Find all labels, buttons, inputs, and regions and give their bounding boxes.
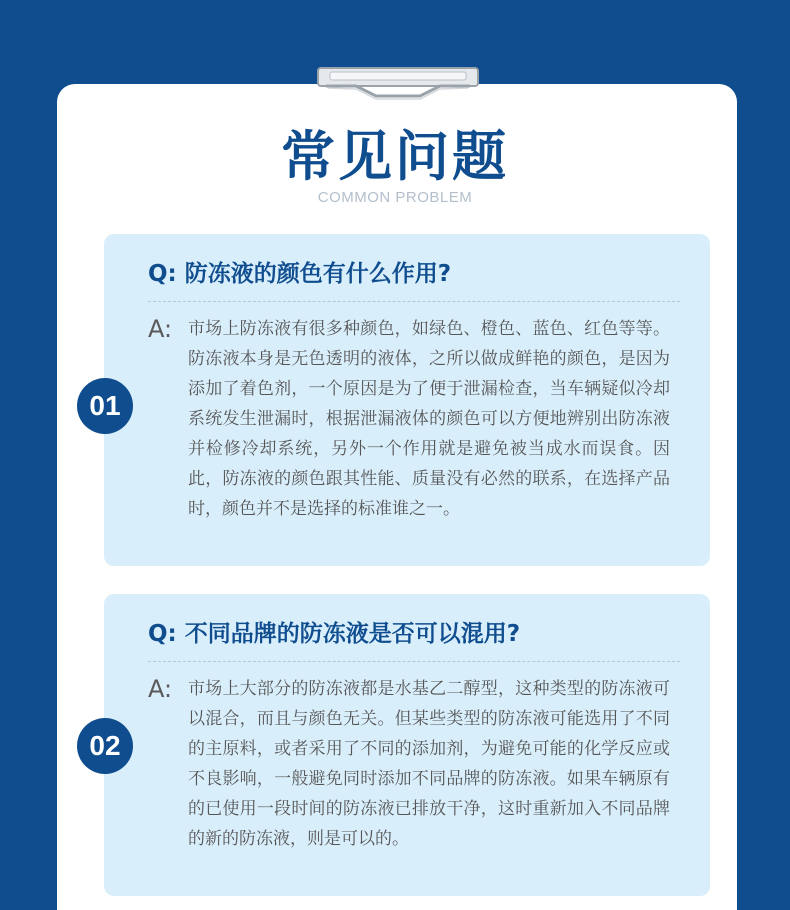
faq-answer: 市场上大部分的防冻液都是水基乙二醇型，这种类型的防冻液可以混合，而且与颜色无关。但某些类型的防冻液可能选用了不同的主原料，或者采用了不同的添加剂，为避免可能的化学反应或不良影响，一般避免同时添加不同品牌的防冻液。如果车辆原有的已使用一段时间的防冻液已排放干净，这时重新加入不同品牌的新的防冻液，则是可以的。	[188, 679, 670, 849]
page-title: 常见问题	[281, 125, 509, 188]
faq-number-badge: 01	[77, 378, 133, 434]
divider	[148, 301, 680, 302]
faq-answer: 市场上防冻液有很多种颜色，如绿色、橙色、蓝色、红色等等。防冻液本身是无色透明的液体，之所以做成鲜艳的颜色，是因为添加了着色剂，一个原因是为了便于泄漏检查，当车辆疑似冷却系统发生泄漏时，根据泄漏液体的颜色可以方便地辨别出防冻液并检修冷却系统，另外一个作用就是避免被当成水而误食。因此，防冻液的颜色跟其性能、质量没有必然的联系，在选择产品时，颜色并不是选择的标准谁之一。	[188, 319, 670, 519]
faq-question: Q: 不同品牌的防冻液是否可以混用?	[148, 621, 521, 647]
divider	[148, 661, 680, 662]
faq-item-2	[104, 594, 710, 896]
faq-number-badge: 02	[77, 718, 133, 774]
faq-question: Q: 防冻液的颜色有什么作用?	[148, 261, 452, 287]
answer-marker: A:	[148, 315, 173, 343]
binder-clip-icon	[316, 62, 480, 102]
faq-item-1	[104, 234, 710, 566]
answer-marker: A:	[148, 675, 173, 703]
page-subtitle: COMMON PROBLEM	[317, 189, 473, 206]
